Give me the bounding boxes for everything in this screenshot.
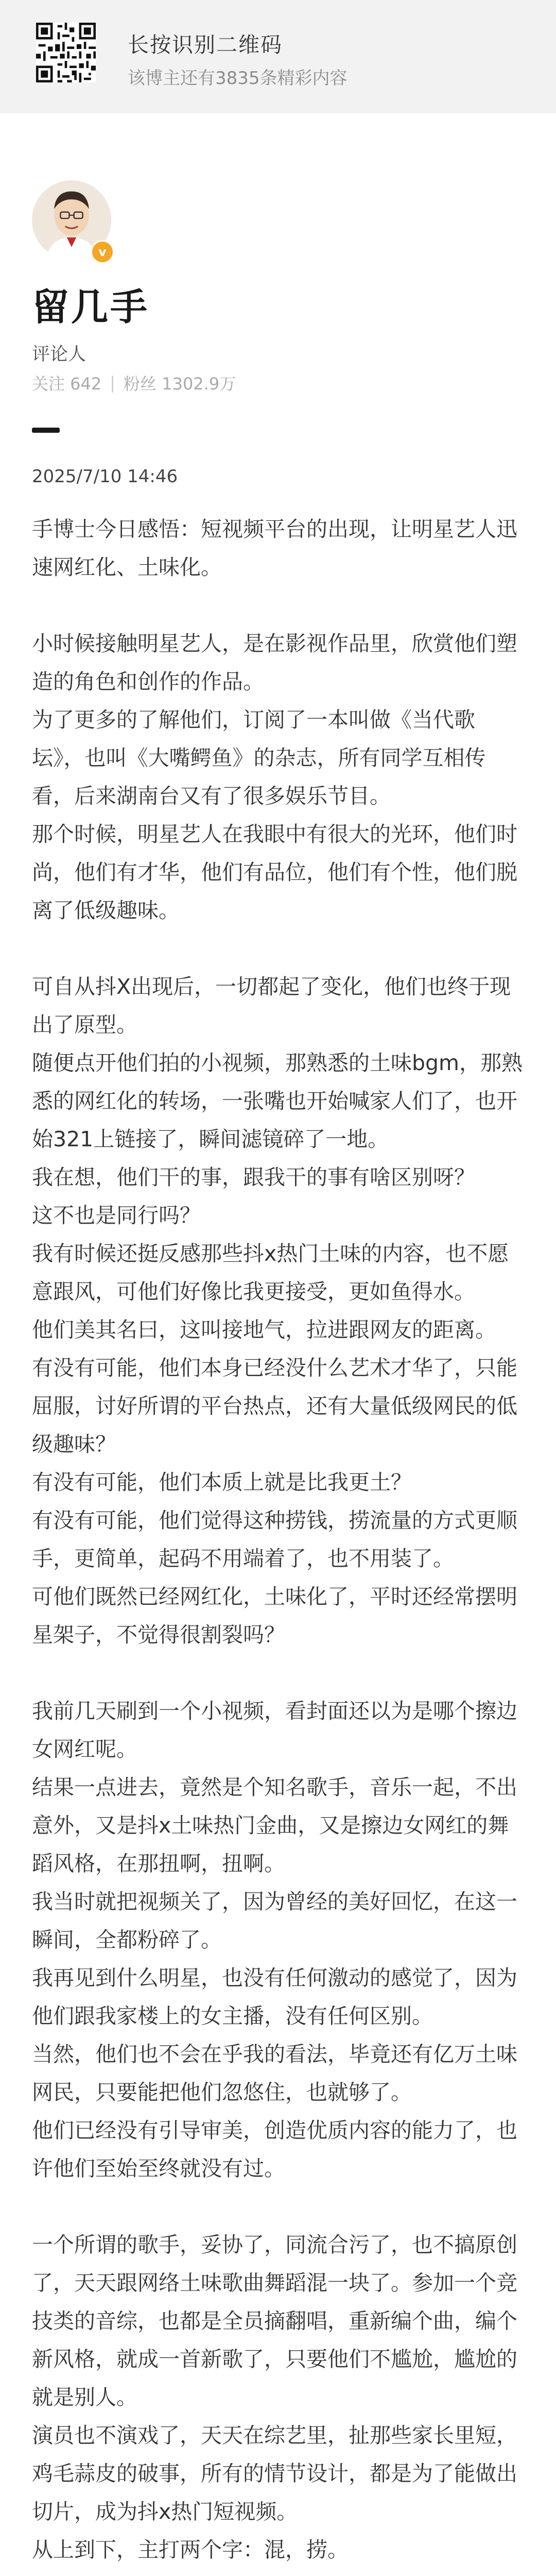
paragraph-gap: [32, 2188, 524, 2226]
paragraph-gap: [32, 929, 524, 968]
post-paragraph: 我当时就把视频关了，因为曾经的美好回忆，在这一瞬间，全都粉碎了。: [32, 1889, 517, 1952]
post-paragraph: 有没有可能，他们觉得这种捞钱，捞流量的方式更顺手，更简单，起码不用端着了，也不用装了。: [32, 1508, 517, 1571]
qr-banner[interactable]: [0, 0, 556, 113]
post-paragraph: 可自从抖X出现后，一切都起了变化，他们也终于现出了原型。: [32, 974, 511, 1037]
post-paragraph: 结果一点进去，竟然是个知名歌手，音乐一起，不出意外，又是抖x土味热门金曲，又是擦边女网红的舞蹈风格，在那扭啊，扭啊。: [32, 1775, 517, 1876]
post-paragraph: 手博士今日感悟：短视频平台的出现，让明星艺人迅速网红化、土味化。: [32, 517, 517, 580]
post-paragraph: 他们已经没有引导审美，创造优质内容的能力了，也许他们至始至终就没有过。: [32, 2118, 517, 2181]
post-paragraph: 有没有可能，他们本身已经没什么艺术才华了，只能屈服，讨好所谓的平台热点，还有大量低级网民的低级趣味？: [32, 1355, 517, 1456]
post-paragraph: 当然，他们也不会在乎我的看法，毕竟还有亿万土味网民，只要能把他们忽悠住，也就够了。: [32, 2042, 517, 2105]
post-paragraph: 演员也不演戏了，天天在综艺里，扯那些家长里短，鸡毛蒜皮的破事，所有的情节设计，都是为了能做出切片，成为抖x热门短视频。: [32, 2423, 517, 2524]
post-paragraph: 这不也是同行吗？: [32, 1203, 201, 1228]
post-paragraph: 从上到下，主打两个字：混，捞。: [32, 2537, 349, 2562]
banner-subtitle: 该博主还有3835条精彩内容: [128, 68, 348, 89]
post-paragraph: 可他们既然已经网红化，土味化了，平时还经常摆明星架子，不觉得很割裂吗？: [32, 1584, 517, 1647]
post-paragraph: 有没有可能，他们本质上就是比我更土？: [32, 1470, 412, 1495]
post-date: 2025/7/10 14:46: [32, 466, 178, 487]
post-paragraph: 小时候接触明星艺人，是在影视作品里，欣赏他们塑造的角色和创作的作品。: [32, 631, 517, 694]
user-role: 评论人: [32, 344, 86, 365]
qr-code-graphic: [36, 23, 96, 82]
stats-separator: |: [110, 373, 116, 393]
follow-stats: [32, 371, 236, 395]
follow-count: 关注 642: [32, 374, 102, 394]
post-paragraph: 随便点开他们拍的小视频，那熟悉的土味bgm，那熟悉的网红化的转场，一张嘴也开始喊家人们了，也开始321上链接了，瞬间滤镜碎了一地。: [32, 1050, 523, 1151]
post-paragraph: 我有时候还挺反感那些抖x热门土味的内容，也不愿意跟风，可他们好像比我更接受，更如鱼得水。: [32, 1241, 509, 1304]
fans-count: 粉丝 1302.9万: [124, 374, 236, 394]
post-paragraph: 为了更多的了解他们，订阅了一本叫做《当代歌坛》，也叫《大嘴鳄鱼》的杂志，所有同学互相传看，后来湖南台又有了很多娱乐节目。: [32, 707, 486, 808]
verified-badge-icon: v: [91, 240, 114, 264]
banner-title: 长按识别二维码: [128, 32, 283, 57]
post-paragraph: 一个所谓的歌手，妥协了，同流合污了，也不搞原创了，天天跟网络土味歌曲舞蹈混一块了。参加一个竞技类的音综，也都是全员摘翻唱，重新编个曲，编个新风格，就成一首新歌了，只要他们不尴尬，尴尬的就是别人。: [32, 2232, 517, 2410]
post-paragraph: 我前几天刷到一个小视频，看封面还以为是哪个擦边女网红呢。: [32, 1699, 517, 1761]
user-name[interactable]: 留几手: [32, 285, 150, 329]
post-content: [32, 510, 524, 2576]
post-paragraph: [32, 2569, 524, 2576]
post-paragraph: 我再见到什么明星，也没有任何激动的感觉了，因为他们跟我家楼上的女主播，没有任何区别。: [32, 1965, 517, 2028]
qr-code-icon[interactable]: [36, 23, 96, 82]
paragraph-gap: [32, 1654, 524, 1692]
post-paragraph: 那个时候，明星艺人在我眼中有很大的光环，他们时尚，他们有才华，他们有品位，他们有个性，他们脱离了低级趣味。: [32, 822, 517, 923]
post-paragraph: 他们美其名曰，这叫接地气，拉进跟网友的距离。: [32, 1317, 496, 1342]
section-divider: [32, 428, 60, 433]
post-paragraph: 我在想，他们干的事，跟我干的事有啥区别呀？: [32, 1165, 475, 1190]
paragraph-gap: [32, 586, 524, 624]
